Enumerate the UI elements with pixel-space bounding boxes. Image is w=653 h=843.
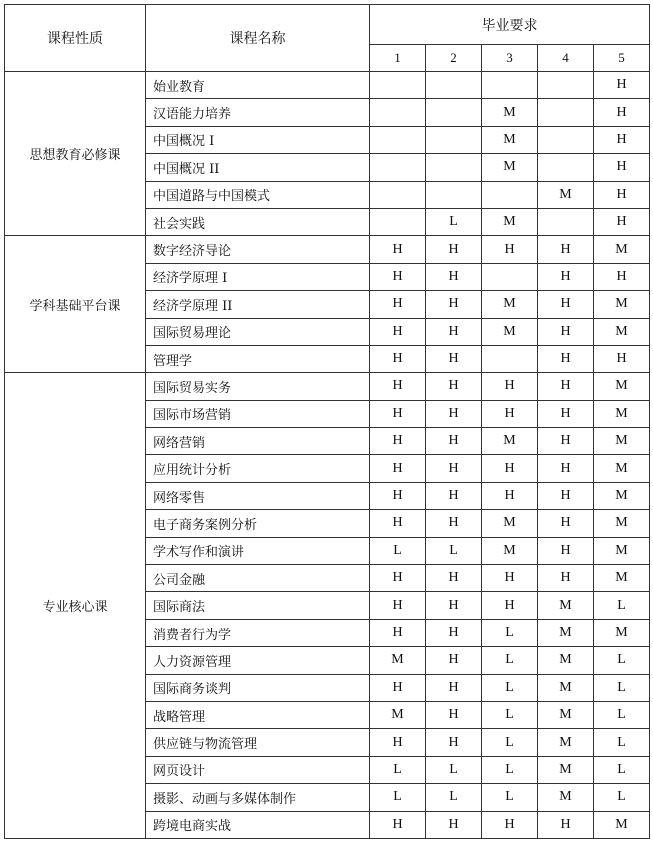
requirement-level-cell: H <box>538 510 594 537</box>
header-col-1: 1 <box>370 45 426 72</box>
requirement-level-cell <box>482 345 538 372</box>
requirement-level-cell: H <box>426 318 482 345</box>
category-cell: 思想教育必修课 <box>5 72 146 236</box>
requirement-level-cell <box>538 99 594 126</box>
requirement-level-cell: H <box>426 236 482 263</box>
requirement-level-cell: H <box>538 482 594 509</box>
course-name-cell: 国际贸易理论 <box>146 318 370 345</box>
requirement-level-cell <box>426 126 482 153</box>
requirement-level-cell <box>426 154 482 181</box>
requirement-level-cell: M <box>538 729 594 756</box>
course-requirements-table <box>4 4 650 839</box>
requirement-level-cell: H <box>426 592 482 619</box>
requirement-level-cell: H <box>426 619 482 646</box>
requirement-level-cell: M <box>594 482 650 509</box>
requirement-level-cell: H <box>538 455 594 482</box>
requirement-level-cell: L <box>426 208 482 235</box>
requirement-level-cell: H <box>594 72 650 99</box>
requirement-level-cell: H <box>594 154 650 181</box>
requirement-level-cell: H <box>426 428 482 455</box>
requirement-level-cell: H <box>538 565 594 592</box>
requirement-level-cell: M <box>482 428 538 455</box>
requirement-level-cell: M <box>594 236 650 263</box>
requirement-level-cell: H <box>482 592 538 619</box>
requirement-level-cell: M <box>538 756 594 783</box>
requirement-level-cell: M <box>482 537 538 564</box>
header-col-5: 5 <box>594 45 650 72</box>
requirement-level-cell: L <box>594 784 650 811</box>
requirement-level-cell: H <box>370 318 426 345</box>
requirement-level-cell <box>370 126 426 153</box>
requirement-level-cell: H <box>370 811 426 838</box>
requirement-level-cell: M <box>482 318 538 345</box>
requirement-level-cell <box>538 208 594 235</box>
course-name-cell: 中国概况 II <box>146 154 370 181</box>
requirement-level-cell <box>426 72 482 99</box>
course-name-cell: 人力资源管理 <box>146 647 370 674</box>
requirement-level-cell: L <box>482 729 538 756</box>
requirement-level-cell: H <box>482 455 538 482</box>
course-name-cell: 社会实践 <box>146 208 370 235</box>
table-row <box>5 236 650 263</box>
requirement-level-cell: H <box>426 291 482 318</box>
requirement-level-cell: M <box>482 208 538 235</box>
requirement-level-cell: M <box>538 181 594 208</box>
requirement-level-cell <box>370 99 426 126</box>
requirement-level-cell: L <box>594 674 650 701</box>
requirement-level-cell: M <box>594 373 650 400</box>
course-name-cell: 汉语能力培养 <box>146 99 370 126</box>
table-body <box>5 72 650 839</box>
requirement-level-cell: M <box>594 291 650 318</box>
requirement-level-cell: H <box>426 345 482 372</box>
requirement-level-cell: H <box>594 345 650 372</box>
requirement-level-cell <box>538 154 594 181</box>
requirement-level-cell <box>482 181 538 208</box>
requirement-level-cell: H <box>370 455 426 482</box>
requirement-level-cell: H <box>426 263 482 290</box>
requirement-level-cell <box>538 72 594 99</box>
requirement-level-cell: H <box>370 482 426 509</box>
requirement-level-cell: H <box>426 400 482 427</box>
requirement-level-cell: M <box>538 592 594 619</box>
course-name-cell: 管理学 <box>146 345 370 372</box>
requirement-level-cell: L <box>482 701 538 728</box>
requirement-level-cell: H <box>426 674 482 701</box>
requirement-level-cell: M <box>594 455 650 482</box>
requirement-level-cell: L <box>482 756 538 783</box>
requirement-level-cell <box>482 263 538 290</box>
course-name-cell: 网页设计 <box>146 756 370 783</box>
course-requirements-table-container <box>4 4 649 839</box>
course-name-cell: 供应链与物流管理 <box>146 729 370 756</box>
requirement-level-cell: M <box>594 537 650 564</box>
requirement-level-cell: H <box>426 811 482 838</box>
requirement-level-cell: M <box>594 428 650 455</box>
requirement-level-cell <box>482 72 538 99</box>
course-name-cell: 网络营销 <box>146 428 370 455</box>
requirement-level-cell: H <box>370 619 426 646</box>
course-name-cell: 中国道路与中国模式 <box>146 181 370 208</box>
requirement-level-cell: L <box>594 701 650 728</box>
requirement-level-cell <box>370 208 426 235</box>
requirement-level-cell: L <box>426 756 482 783</box>
requirement-level-cell: H <box>482 565 538 592</box>
requirement-level-cell: H <box>538 263 594 290</box>
requirement-level-cell: M <box>482 510 538 537</box>
header-col-4: 4 <box>538 45 594 72</box>
requirement-level-cell: H <box>538 318 594 345</box>
requirement-level-cell: H <box>426 455 482 482</box>
course-name-cell: 学术写作和演讲 <box>146 537 370 564</box>
course-name-cell: 国际商法 <box>146 592 370 619</box>
table-row <box>5 72 650 99</box>
requirement-level-cell: M <box>594 619 650 646</box>
requirement-level-cell: M <box>538 674 594 701</box>
requirement-level-cell: M <box>594 318 650 345</box>
requirement-level-cell: H <box>370 428 426 455</box>
header-graduation-requirements: 毕业要求 <box>370 5 650 45</box>
requirement-level-cell: H <box>594 208 650 235</box>
course-name-cell: 公司金融 <box>146 565 370 592</box>
course-name-cell: 跨境电商实战 <box>146 811 370 838</box>
course-name-cell: 始业教育 <box>146 72 370 99</box>
requirement-level-cell: H <box>426 647 482 674</box>
requirement-level-cell: H <box>482 400 538 427</box>
requirement-level-cell: L <box>370 537 426 564</box>
course-name-cell: 中国概况 I <box>146 126 370 153</box>
requirement-level-cell: H <box>538 236 594 263</box>
requirement-level-cell: H <box>538 345 594 372</box>
requirement-level-cell: H <box>426 482 482 509</box>
course-name-cell: 消费者行为学 <box>146 619 370 646</box>
category-cell: 专业核心课 <box>5 373 146 839</box>
requirement-level-cell: H <box>538 811 594 838</box>
requirement-level-cell: M <box>594 510 650 537</box>
requirement-level-cell: H <box>538 373 594 400</box>
requirement-level-cell: H <box>370 373 426 400</box>
requirement-level-cell: H <box>370 510 426 537</box>
requirement-level-cell: M <box>482 126 538 153</box>
requirement-level-cell: H <box>370 729 426 756</box>
requirement-level-cell <box>426 181 482 208</box>
requirement-level-cell: H <box>370 345 426 372</box>
course-name-cell: 摄影、动画与多媒体制作 <box>146 784 370 811</box>
requirement-level-cell: H <box>370 674 426 701</box>
requirement-level-cell: L <box>594 647 650 674</box>
requirement-level-cell: M <box>538 701 594 728</box>
course-name-cell: 网络零售 <box>146 482 370 509</box>
requirement-level-cell: H <box>370 565 426 592</box>
requirement-level-cell: H <box>482 482 538 509</box>
requirement-level-cell <box>370 154 426 181</box>
requirement-level-cell: M <box>538 784 594 811</box>
requirement-level-cell: L <box>594 729 650 756</box>
course-name-cell: 电子商务案例分析 <box>146 510 370 537</box>
table-row <box>5 373 650 400</box>
requirement-level-cell: H <box>426 510 482 537</box>
requirement-level-cell: M <box>594 811 650 838</box>
requirement-level-cell: M <box>370 701 426 728</box>
requirement-level-cell: H <box>370 263 426 290</box>
requirement-level-cell: L <box>370 756 426 783</box>
requirement-level-cell: H <box>594 181 650 208</box>
requirement-level-cell: M <box>594 565 650 592</box>
requirement-level-cell: H <box>538 400 594 427</box>
requirement-level-cell: H <box>426 701 482 728</box>
requirement-level-cell: H <box>370 291 426 318</box>
requirement-level-cell: M <box>482 154 538 181</box>
course-name-cell: 国际商务谈判 <box>146 674 370 701</box>
requirement-level-cell: H <box>538 537 594 564</box>
requirement-level-cell: H <box>538 291 594 318</box>
requirement-level-cell: H <box>482 236 538 263</box>
course-name-cell: 应用统计分析 <box>146 455 370 482</box>
category-cell: 学科基础平台课 <box>5 236 146 373</box>
requirement-level-cell: H <box>370 400 426 427</box>
requirement-level-cell: H <box>594 263 650 290</box>
requirement-level-cell: L <box>370 784 426 811</box>
course-name-cell: 经济学原理 II <box>146 291 370 318</box>
requirement-level-cell: H <box>426 565 482 592</box>
requirement-level-cell: L <box>426 537 482 564</box>
requirement-level-cell <box>538 126 594 153</box>
requirement-level-cell: M <box>594 400 650 427</box>
requirement-level-cell: M <box>538 619 594 646</box>
course-name-cell: 国际贸易实务 <box>146 373 370 400</box>
header-category: 课程性质 <box>5 5 146 72</box>
requirement-level-cell: L <box>482 674 538 701</box>
course-name-cell: 经济学原理 I <box>146 263 370 290</box>
requirement-level-cell: H <box>538 428 594 455</box>
requirement-level-cell: L <box>594 756 650 783</box>
requirement-level-cell: H <box>370 592 426 619</box>
requirement-level-cell <box>426 99 482 126</box>
requirement-level-cell: M <box>482 291 538 318</box>
requirement-level-cell: H <box>426 729 482 756</box>
requirement-level-cell: H <box>482 811 538 838</box>
requirement-level-cell: L <box>426 784 482 811</box>
requirement-level-cell: M <box>482 99 538 126</box>
requirement-level-cell <box>370 181 426 208</box>
requirement-level-cell: M <box>538 647 594 674</box>
requirement-level-cell: H <box>370 236 426 263</box>
requirement-level-cell: M <box>370 647 426 674</box>
requirement-level-cell: L <box>594 592 650 619</box>
requirement-level-cell <box>370 72 426 99</box>
course-name-cell: 战略管理 <box>146 701 370 728</box>
header-col-2: 2 <box>426 45 482 72</box>
course-name-cell: 国际市场营销 <box>146 400 370 427</box>
requirement-level-cell: L <box>482 784 538 811</box>
requirement-level-cell: L <box>482 619 538 646</box>
requirement-level-cell: H <box>426 373 482 400</box>
header-course-name: 课程名称 <box>146 5 370 72</box>
requirement-level-cell: H <box>482 373 538 400</box>
course-name-cell: 数字经济导论 <box>146 236 370 263</box>
requirement-level-cell: H <box>594 99 650 126</box>
header-col-3: 3 <box>482 45 538 72</box>
requirement-level-cell: L <box>482 647 538 674</box>
requirement-level-cell: H <box>594 126 650 153</box>
